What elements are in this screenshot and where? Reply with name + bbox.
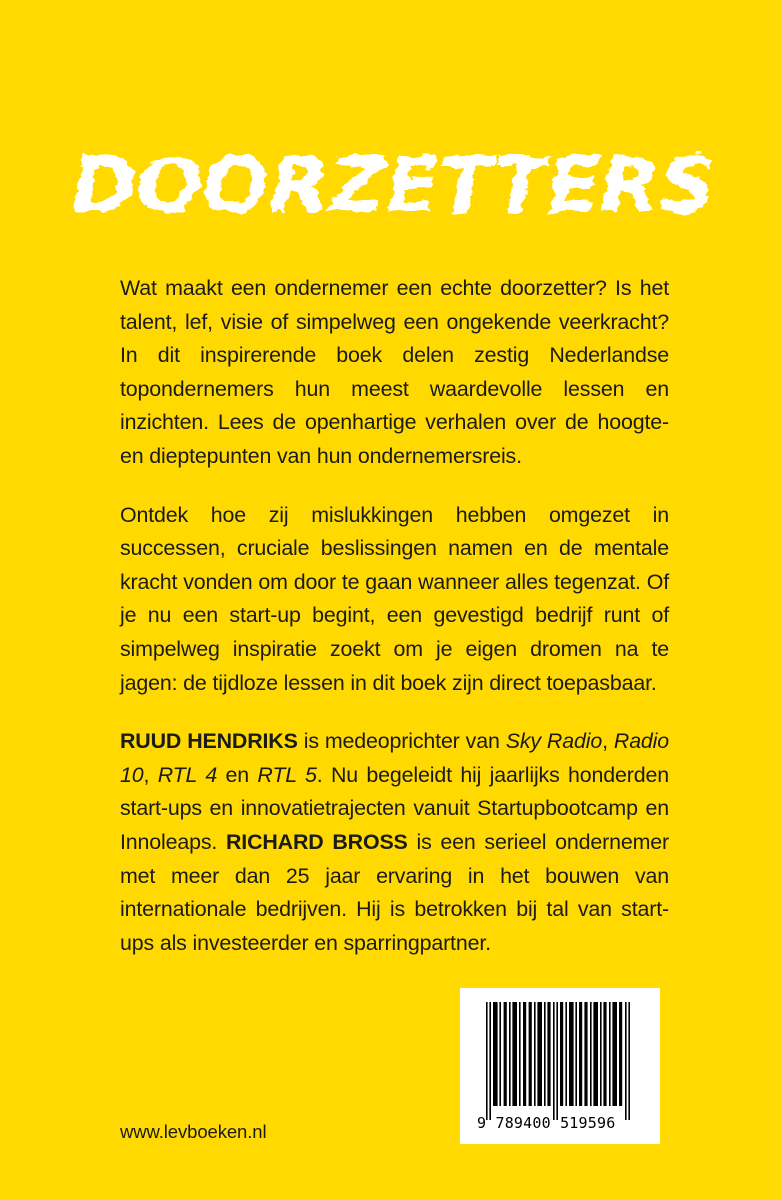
author-bios <box>120 725 669 960</box>
brand-sky-radio: Sky Radio <box>505 729 603 754</box>
author-name-ruud-hendriks: RUUD HENDRIKS <box>120 729 298 754</box>
author-name-richard-bross: RICHARD BROSS <box>226 829 408 854</box>
book-title-text-doorz: DOORZETTERS <box>72 141 716 231</box>
blurb-paragraph-2: Ontdek hoe zij mislukkingen hebben omgezet in successen, cruciale beslissingen namen en de mentale kracht vonden om door te gaan wanneer alles tegenzat. Of je nu een start-up begint, een gevestigd bedrijf runt of simpelweg inspiratie zoekt om je eigen dromen na te jagen: de tijdloze lessen in dit boek zijn direct toepasbaar. <box>120 502 669 695</box>
brand-radio-10: Radio 10 <box>120 729 670 787</box>
barcode-number: 9 789400 519596 <box>477 1114 616 1130</box>
brand-sep-2: , <box>143 762 158 787</box>
back-cover-copy <box>120 272 669 960</box>
barcode-bars-icon <box>476 1002 644 1130</box>
author-1-bio-lead: is medeoprichter van <box>297 729 506 754</box>
brand-rtl-4: RTL 4 <box>157 762 218 787</box>
brand-rtl-5: RTL 5 <box>257 762 317 787</box>
brand-sep-3: en <box>217 762 258 787</box>
barcode-graphic <box>476 1002 644 1130</box>
blurb-paragraph-1: Wat maakt een ondernemer een echte doorzetter? Is het talent, lef, visie of simpelweg een ongekende veerkracht? In dit inspirerende boek delen zestig Nederlandse topondernemers hun meest waardevolle lessen en inzichten. Lees de openhartige verhalen over de hoogte- en dieptepunten van hun ondernemersreis. <box>120 276 669 468</box>
book-title-artwork <box>0 72 781 244</box>
author-2-bio: is een serieel ondernemer met meer dan 25 jaar ervaring in het bouwen van internationale bedrijven. Hij is betrokken bij tal van start-ups als investeerder en sparringpartner. <box>120 829 669 955</box>
book-title <box>0 72 781 244</box>
author-1-bio-tail: . Nu begeleidt hij jaarlijks honderden start-ups en innovatietrajecten vanuit Startupbootcamp en Innoleaps. <box>120 762 670 854</box>
barcode <box>460 988 660 1144</box>
brand-sep-1: , <box>602 729 614 754</box>
publisher-website[interactable]: www.levboeken.nl <box>120 1121 267 1142</box>
